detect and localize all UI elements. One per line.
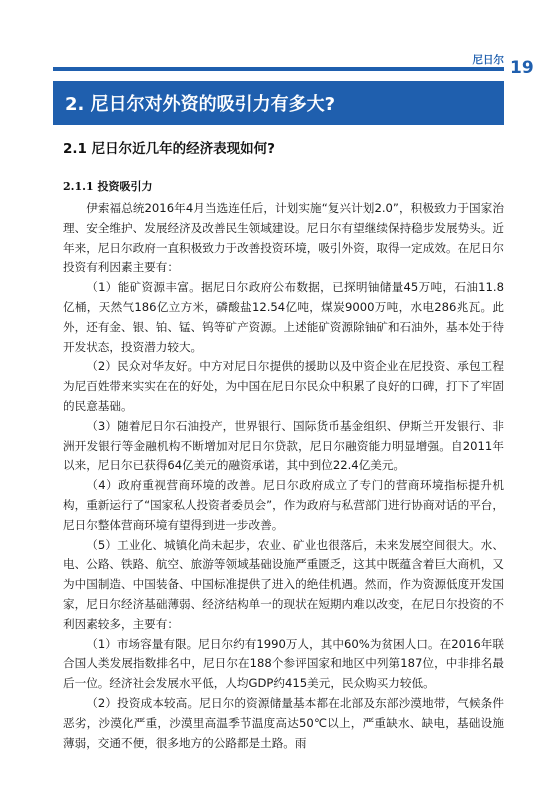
- section-title: 2.1 尼日尔近几年的经济表现如何?: [63, 141, 275, 157]
- header-rule: [53, 67, 504, 71]
- paragraph-advantage-5: （5）工业化、城镇化尚未起步，农业、矿业也很落后，未来发展空间很大。水、电、公路、铁路、航空、旅游等领域基础设施严重匮乏，这其中既蕴含着巨大商机，又为中国制造、中国装备、中国标准提供了进入的绝佳机遇。然而，作为资源低度开发国家，尼日尔经济基础薄弱、经济结构单一的现状在短期内难以改变，在尼日尔投资的不利因素较多，主要有：: [63, 537, 504, 631]
- subsection-title: 2.1.1 投资吸引力: [63, 180, 153, 193]
- chapter-title: 2. 尼日尔对外资的吸引力有多大?: [65, 94, 336, 115]
- body-text: [63, 199, 504, 753]
- paragraph-intro: 伊索福总统2016年4月当选连任后，计划实施“复兴计划2.0”，积极致力于国家治理、安全维护、发展经济及改善民生领域建设。尼日尔有望继续保持稳步发展势头。近年来，尼日尔政府一直积极致力于改善投资环境，吸引外资，取得一定成效。在尼日尔投资有利因素主要有：: [63, 201, 504, 275]
- page-number: 19: [510, 58, 534, 78]
- paragraph-advantage-1: （1）能矿资源丰富。据尼日尔政府公布数据，已探明铀储量45万吨，石油11.8亿桶，天然气186亿立方米，磷酸盐12.54亿吨，煤炭9000万吨，水电286兆瓦。此外，还有金、银、铂、锰、钨等矿产资源。上述能矿资源除铀矿和石油外，基本处于待开发状态，投资潜力较大。: [63, 280, 504, 354]
- paragraph-advantage-2: （2）民众对华友好。中方对尼日尔提供的援助以及中资企业在尼投资、承包工程为尼百姓带来实实在在的好处，为中国在尼日尔民众中积累了良好的口碑，打下了牢固的民意基础。: [63, 359, 504, 413]
- header-country-label: 尼日尔: [472, 54, 504, 66]
- paragraph-risk-2: （2）投资成本较高。尼日尔的资源储量基本都在北部及东部沙漠地带，气候条件恶劣，沙漠化严重，沙漠里高温季节温度高达50℃以上，严重缺水、缺电，基础设施薄弱，交通不便，很多地方的公路都是土路。雨: [63, 695, 504, 750]
- paragraph-risk-1: （1）市场容量有限。尼日尔约有1990万人，其中60%为贫困人口。在2016年联合国人类发展指数排名中，尼日尔在188个参评国家和地区中列第187位，中非排名最后一位。经济社会发展水平低，人均GDP约415美元，民众购买力较低。: [63, 636, 504, 691]
- chapter-heading-band: [53, 81, 504, 125]
- paragraph-advantage-4: （4）政府重视营商环境的改善。尼日尔政府成立了专门的营商环境指标提升机构，重新运行了“国家私人投资者委员会”，作为政府与私营部门进行协商对话的平台，尼日尔整体营商环境有望得到进一步改善。: [63, 478, 504, 532]
- paragraph-advantage-3: （3）随着尼日尔石油投产，世界银行、国际货币基金组织、伊斯兰开发银行、非洲开发银行等金融机构不断增加对尼日尔贷款，尼日尔融资能力明显增强。自2011年以来，尼日尔已获得64亿美元的融资承诺，其中到位22.4亿美元。: [63, 418, 504, 473]
